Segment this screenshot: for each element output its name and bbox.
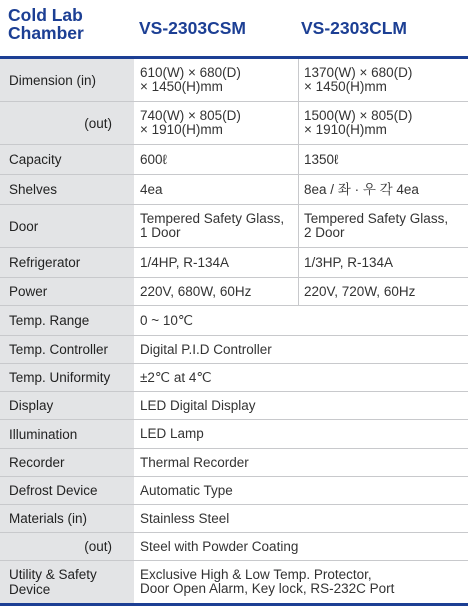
row-capacity <box>0 145 468 175</box>
row-power <box>0 278 468 306</box>
value-shared: Thermal Recorder <box>140 454 249 470</box>
value-shared: LED Digital Display <box>140 397 256 413</box>
row-label: Refrigerator <box>9 255 81 270</box>
value-shared: Exclusive High & Low Temp. Protector, Door Open Alarm, Key lock, RS-232C Port <box>140 567 395 596</box>
row-temp-uniformity <box>0 364 468 392</box>
bottom-divider <box>0 603 468 606</box>
row-utility-safety <box>0 561 468 603</box>
value-shared: LED Lamp <box>140 426 204 441</box>
value-shared: ±2℃ at 4℃ <box>140 369 212 385</box>
value-csm: 4ea <box>140 181 163 197</box>
row-label: Materials (in) <box>9 511 88 526</box>
model-name-csm: VS-2303CSM <box>139 18 246 38</box>
row-label: Utility & Safety Device <box>9 567 97 597</box>
row-label: Display <box>9 398 54 413</box>
value-clm: 1370(W) × 680(D) × 1450(H)mm <box>298 59 468 101</box>
value-clm: 1500(W) × 805(D) × 1910(H)mm <box>298 102 468 144</box>
row-label: Defrost Device <box>9 483 98 498</box>
row-label: Temp. Uniformity <box>9 370 111 385</box>
value-csm: 600ℓ <box>140 151 167 167</box>
product-name: Cold Lab Chamber <box>8 5 84 43</box>
row-label: Capacity <box>9 152 62 167</box>
value-clm: 1350ℓ <box>298 145 468 174</box>
row-materials-out <box>0 533 468 561</box>
value-clm: 1/3HP, R-134A <box>298 248 468 277</box>
row-label: Temp. Controller <box>9 342 109 357</box>
value-csm: 610(W) × 680(D) × 1450(H)mm <box>140 65 241 94</box>
row-temp-controller <box>0 336 468 364</box>
row-label: Illumination <box>9 426 78 442</box>
value-csm: Tempered Safety Glass, 1 Door <box>140 211 285 240</box>
row-shelves <box>0 175 468 205</box>
model-name-clm: VS-2303CLM <box>301 18 408 38</box>
value-shared: Steel with Powder Coating <box>140 538 299 554</box>
row-illumination <box>0 420 468 449</box>
value-csm: 740(W) × 805(D) × 1910(H)mm <box>140 108 241 137</box>
value-shared: Digital P.I.D Controller <box>140 341 272 357</box>
value-clm: 220V, 720W, 60Hz <box>298 278 468 305</box>
row-label: Recorder <box>9 455 65 470</box>
value-clm: 8ea / 좌 · 우 각 4ea <box>298 175 468 204</box>
row-dimension-in <box>0 59 468 102</box>
row-display <box>0 392 468 420</box>
row-label: Dimension (in) <box>9 72 97 88</box>
value-csm: 1/4HP, R-134A <box>140 254 230 270</box>
row-label: Temp. Range <box>9 313 90 328</box>
row-label: (out) <box>84 539 112 554</box>
spec-header <box>0 0 468 57</box>
row-recorder <box>0 449 468 477</box>
row-label: Power <box>9 284 48 299</box>
row-defrost-device <box>0 477 468 505</box>
value-clm: Tempered Safety Glass, 2 Door <box>298 205 468 247</box>
value-csm: 220V, 680W, 60Hz <box>140 283 252 299</box>
row-label: Shelves <box>9 182 58 197</box>
value-shared: Automatic Type <box>140 482 233 498</box>
row-label: (out) <box>84 115 112 131</box>
row-materials-in <box>0 505 468 533</box>
value-shared: Stainless Steel <box>140 510 230 526</box>
row-refrigerator <box>0 248 468 278</box>
row-temp-range <box>0 306 468 336</box>
value-shared: 0 ~ 10℃ <box>140 312 194 328</box>
row-label: Door <box>9 218 39 234</box>
row-dimension-out <box>0 102 468 145</box>
row-door <box>0 205 468 248</box>
